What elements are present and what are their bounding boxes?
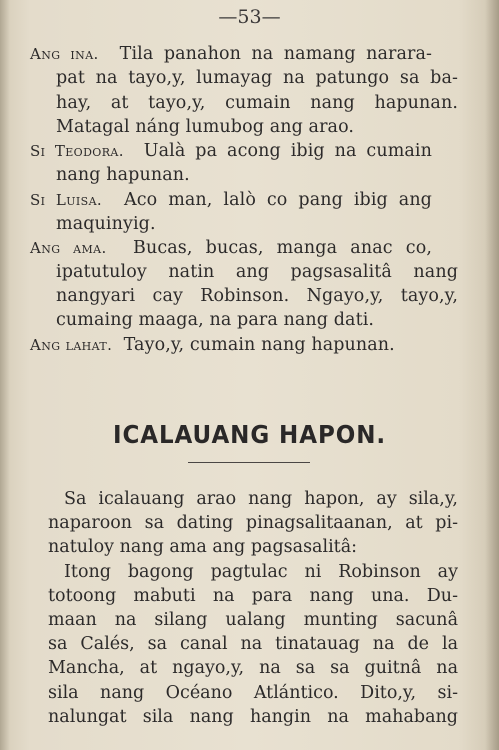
page-number: —53—	[218, 6, 281, 28]
dialogue-line: ipatutuloy natin ang pagsasalitâ nang	[56, 262, 458, 282]
dialogue-line	[30, 44, 432, 64]
paragraph-line: Itong bagong pagtulac ni Robinson ay	[64, 562, 458, 582]
dialogue-line: cumaing maaga, na para nang dati.	[56, 310, 375, 330]
speaker-label: Ang ina.	[30, 45, 99, 63]
paragraph-line: Mancha, at ngayo,y, na sa sa guitnâ na	[48, 658, 458, 678]
paragraph-line: sila nang Océano Atlántico. Dito,y, si-	[48, 683, 458, 703]
section-title: ICALAUANG HAPON.	[112, 420, 387, 449]
dialogue-text: Bucas, bucas, manga anac co,	[132, 238, 432, 258]
paragraph-line: nalungat sila nang hangin na mahabang	[48, 707, 458, 727]
paragraph-line: maan na silang ualang munting sacunâ	[48, 610, 458, 630]
paragraph-line: naparoon sa dating pinagsalitaanan, at pi-	[48, 513, 458, 533]
dialogue-line: maquinyig.	[56, 214, 156, 234]
dialogue-line	[30, 335, 432, 355]
dialogue-line	[30, 190, 432, 210]
paragraph-line: natuloy nang ama ang pagsasalitâ:	[48, 537, 358, 557]
dialogue-text: Tayo,y, cumain nang hapunan.	[123, 335, 395, 355]
paragraph-line: totoong mabuti na para nang una. Du-	[48, 586, 458, 606]
speaker-label: Ang ama.	[30, 239, 107, 257]
speaker-label: Si Teodora.	[30, 142, 124, 160]
title-rule	[188, 462, 310, 463]
dialogue-text: Ualà pa acong ibig na cumain	[143, 141, 432, 161]
dialogue-line: nang hapunan.	[56, 165, 190, 185]
dialogue-line: Matagal náng lumubog ang arao.	[56, 117, 355, 137]
speaker-label: Si Luisa.	[30, 191, 103, 209]
page-shadow-right	[485, 0, 499, 750]
dialogue-text: Tila panahon na namang narara-	[119, 44, 433, 64]
dialogue-line: nangyari cay Robinson. Ngayo,y, tayo,y,	[56, 286, 458, 306]
dialogue-line	[30, 141, 432, 161]
dialogue-line: pat na tayo,y, lumayag na patungo sa ba-	[56, 68, 458, 88]
page-shadow-left	[0, 0, 10, 750]
dialogue-text: Aco man, lalò co pang ibig ang	[123, 190, 432, 210]
paragraph-line: Sa icalauang arao nang hapon, ay sila,y,	[64, 489, 458, 509]
dialogue-line	[30, 238, 432, 258]
dialogue-line: hay, at tayo,y, cumain nang hapunan.	[56, 93, 458, 113]
paragraph-line: sa Calés, sa canal na tinatauag na de la	[48, 634, 458, 654]
speaker-label: Ang lahat.	[30, 336, 113, 354]
